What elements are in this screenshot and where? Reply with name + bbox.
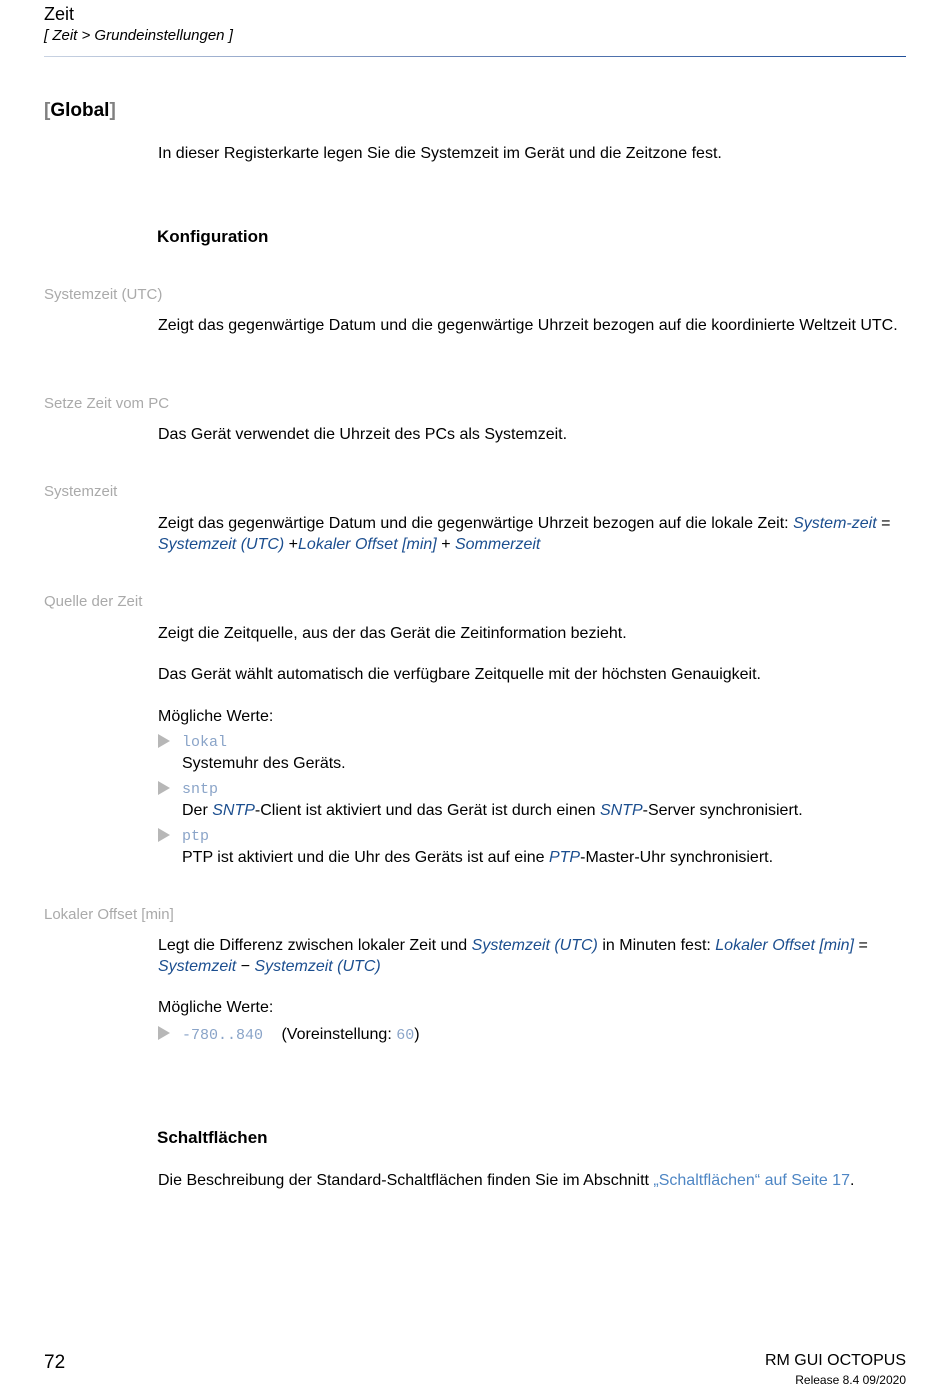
text: in Minuten fest: xyxy=(597,937,716,954)
doc-title: RM GUI OCTOPUS xyxy=(764,1352,906,1369)
section-intro: In dieser Registerkarte legen Sie die Systemzeit im Gerät und die Zeitzone fest. xyxy=(158,145,722,162)
header-divider xyxy=(44,56,906,57)
section-name: Global xyxy=(50,100,110,121)
value-code-sntp: sntp xyxy=(182,781,219,798)
text: + xyxy=(436,536,455,553)
xref-lokaler-offset[interactable]: Lokaler Offset [min] xyxy=(298,536,437,553)
xref-systemzeit-utc[interactable]: Systemzeit (UTC) xyxy=(158,536,285,553)
xref-sntp[interactable]: SNTP xyxy=(599,802,643,819)
text: . xyxy=(849,1172,855,1189)
bullet-triangle-icon xyxy=(158,734,170,748)
schaltflaechen-heading: Schaltflächen xyxy=(157,1128,268,1147)
xref-sommerzeit[interactable]: Sommerzeit xyxy=(454,536,541,553)
param-desc-setze-zeit: Das Gerät verwendet die Uhrzeit des PCs als Systemzeit. xyxy=(158,426,568,443)
schaltflaechen-link[interactable]: „Schaltflächen“ auf Seite 17 xyxy=(653,1172,850,1189)
xref-ptp[interactable]: PTP xyxy=(548,849,581,866)
param-label-systemzeit: Systemzeit xyxy=(44,483,118,500)
param-label-quelle: Quelle der Zeit xyxy=(44,593,143,610)
param-label-offset: Lokaler Offset [min] xyxy=(44,906,174,923)
release-info: Release 8.4 09/2020 xyxy=(795,1373,906,1387)
text: -Server synchronisiert. xyxy=(642,802,803,819)
param-desc-systemzeit-utc: Zeigt das gegenwärtige Datum und die gegenwärtige Uhrzeit bezogen auf die koordinierte Weltzeit UTC. xyxy=(158,317,898,334)
param-desc-quelle-1: Zeigt die Zeitquelle, aus der das Gerät die Zeitinformation bezieht. xyxy=(158,625,627,642)
text: Zeigt das gegenwärtige Datum und die gegenwärtige Uhrzeit bezogen auf die lokale Zeit: xyxy=(158,515,794,532)
param-label-setze-zeit: Setze Zeit vom PC xyxy=(44,395,170,412)
default-post: ) xyxy=(414,1026,420,1043)
section-bracket-open: [ xyxy=(44,100,51,121)
schaltflaechen-desc xyxy=(158,1170,908,1191)
default-pre: (Voreinstellung: xyxy=(281,1026,397,1043)
param-desc-offset xyxy=(158,935,908,977)
param-label-systemzeit-utc: Systemzeit (UTC) xyxy=(44,286,163,303)
list-item-lokal xyxy=(158,732,898,774)
text: = xyxy=(876,515,891,532)
param-desc-systemzeit xyxy=(158,513,908,555)
xref-lokaler-offset[interactable]: Lokaler Offset [min] xyxy=(715,937,854,954)
bullet-triangle-icon xyxy=(158,828,170,842)
section-title xyxy=(44,100,116,122)
breadcrumb: [ Zeit > Grundeinstellungen ] xyxy=(44,27,233,44)
xref-systemzeit-utc[interactable]: Systemzeit (UTC) xyxy=(471,937,598,954)
bullet-triangle-icon xyxy=(158,781,170,795)
list-item-range xyxy=(158,1024,898,1046)
value-desc-ptp xyxy=(182,847,898,868)
value-code-lokal: lokal xyxy=(182,734,228,751)
bullet-triangle-icon xyxy=(158,1026,170,1040)
text: Legt die Differenz zwischen lokaler Zeit und xyxy=(158,937,472,954)
param-desc-quelle-2: Das Gerät wählt automatisch die verfügbare Zeitquelle mit der höchsten Genauigkeit. xyxy=(158,666,761,683)
value-desc-sntp xyxy=(182,800,898,821)
xref-systemzeit-utc[interactable]: Systemzeit (UTC) xyxy=(254,958,381,975)
default-value: 60 xyxy=(396,1027,415,1044)
text: Die Beschreibung der Standard-Schaltflächen finden Sie im Abschnitt xyxy=(158,1172,654,1189)
text: = xyxy=(854,937,868,954)
xref-sntp[interactable]: SNTP xyxy=(212,802,255,819)
value-range: -780..840 xyxy=(182,1027,264,1044)
xref-systemzeit[interactable]: Systemzeit xyxy=(158,958,237,975)
value-code-ptp: ptp xyxy=(182,828,210,845)
text: -Client ist aktiviert und das Gerät ist durch einen xyxy=(254,802,600,819)
text: Der xyxy=(182,802,213,819)
text: + xyxy=(284,536,299,553)
text: -Master-Uhr synchronisiert. xyxy=(580,849,774,866)
section-bracket-close: ] xyxy=(109,100,116,121)
text: PTP ist aktiviert und die Uhr des Geräts ist auf eine xyxy=(182,849,549,866)
text: − xyxy=(236,958,255,975)
list-item-sntp xyxy=(158,779,898,821)
konfiguration-heading: Konfiguration xyxy=(157,227,269,246)
values-label-quelle: Mögliche Werte: xyxy=(158,708,274,725)
page-header-title: Zeit xyxy=(44,4,75,24)
page-number: 72 xyxy=(44,1352,66,1373)
xref-systemzeit[interactable]: System-zeit xyxy=(793,515,877,532)
list-item-ptp xyxy=(158,826,898,868)
values-label-offset: Mögliche Werte: xyxy=(158,999,274,1016)
value-desc-lokal: Systemuhr des Geräts. xyxy=(182,755,346,772)
